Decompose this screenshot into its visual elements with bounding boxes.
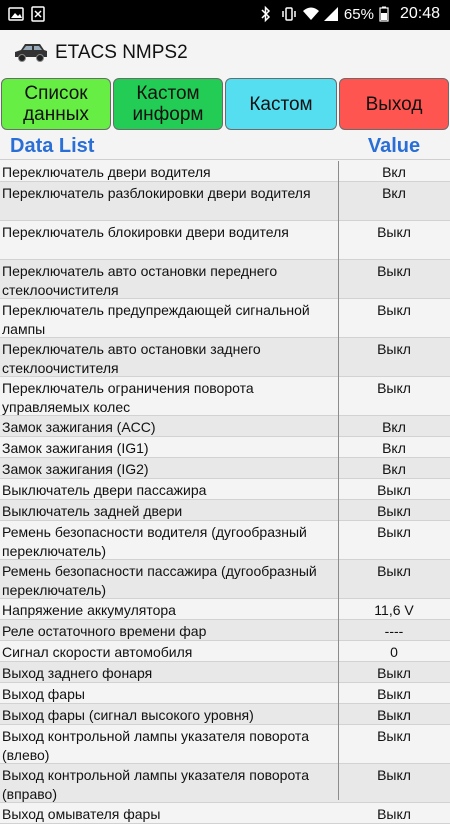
list-row[interactable]: [0, 377, 450, 416]
parameter-name: Замок зажигания (IG2): [2, 461, 149, 477]
parameter-name: Выход заднего фонаря: [2, 665, 153, 681]
parameter-value: Выкл: [377, 767, 411, 783]
data-list-button[interactable]: Список данных: [1, 78, 111, 130]
list-row[interactable]: [0, 299, 450, 338]
parameter-name: Переключатель авто остановки переднего стеклоочистителя: [2, 263, 278, 298]
list-row[interactable]: [0, 338, 450, 377]
parameter-name: Замок зажигания (ACC): [2, 419, 156, 435]
parameter-value: ----: [384, 623, 404, 639]
parameter-name: Напряжение аккумулятора: [2, 602, 176, 618]
image-notification-icon: [8, 6, 24, 22]
list-row[interactable]: [0, 662, 450, 683]
parameter-name: Выход фары (сигнал высокого уровня): [2, 707, 254, 723]
parameter-value: Выкл: [377, 524, 411, 540]
list-row[interactable]: [0, 704, 450, 725]
list-row[interactable]: [0, 182, 450, 221]
list-row[interactable]: [0, 521, 450, 560]
data-list-heading: Data List: [10, 135, 95, 157]
parameter-value: Выкл: [377, 482, 411, 498]
exit-button[interactable]: Выход: [339, 78, 449, 130]
value-heading: Value: [367, 135, 421, 157]
parameter-value: Выкл: [377, 806, 411, 822]
status-bar: [0, 0, 450, 30]
parameter-value: Вкл: [382, 164, 406, 180]
parameter-name: Ремень безопасности пассажира (дугообразный переключатель): [2, 563, 317, 598]
parameter-value: Вкл: [382, 461, 406, 477]
parameter-name: Переключатель разблокировки двери водителя: [2, 185, 311, 201]
list-row[interactable]: [0, 416, 450, 437]
list-row[interactable]: [0, 260, 450, 299]
app-title: ETACS NMPS2: [55, 42, 188, 63]
list-row[interactable]: [0, 725, 450, 764]
parameter-name: Выход контрольной лампы указателя поворота (влево): [2, 728, 309, 763]
list-row[interactable]: [0, 764, 450, 803]
parameter-name: Выход контрольной лампы указателя поворота (вправо): [2, 767, 309, 802]
parameter-name: Переключатель двери водителя: [2, 164, 211, 180]
vibrate-icon: [281, 6, 297, 22]
list-row[interactable]: [0, 599, 450, 620]
parameter-value: Выкл: [377, 224, 411, 240]
list-row[interactable]: [0, 560, 450, 599]
parameter-value: Выкл: [377, 665, 411, 681]
list-row[interactable]: [0, 437, 450, 458]
battery-icon: [379, 6, 395, 22]
parameter-value: Выкл: [377, 302, 411, 318]
parameter-value: Выкл: [377, 707, 411, 723]
parameter-value: Выкл: [377, 503, 411, 519]
list-row[interactable]: [0, 161, 450, 182]
list-row[interactable]: [0, 479, 450, 500]
list-row[interactable]: [0, 458, 450, 479]
parameter-name: Переключатель авто остановки заднего стеклоочистителя: [2, 341, 261, 376]
parameter-name: Выход фары: [2, 686, 85, 702]
car-icon: [13, 40, 49, 64]
parameter-name: Переключатель ограничения поворота управляемых колес: [2, 380, 254, 415]
parameter-name: Выключатель двери пассажира: [2, 482, 207, 498]
app-bar: [0, 30, 450, 76]
parameter-name: Сигнал скорости автомобиля: [2, 644, 193, 660]
list-header: [0, 134, 450, 160]
parameter-name: Переключатель блокировки двери водителя: [2, 224, 289, 240]
parameter-name: Реле остаточного времени фар: [2, 623, 207, 639]
clock: 20:48: [399, 5, 440, 22]
list-row[interactable]: [0, 683, 450, 704]
list-row[interactable]: [0, 221, 450, 260]
bluetooth-icon: [260, 6, 276, 22]
wifi-icon: [302, 6, 318, 22]
list-row[interactable]: [0, 803, 450, 824]
parameter-value: Выкл: [377, 263, 411, 279]
parameter-value: Вкл: [382, 440, 406, 456]
parameter-name: Выключатель задней двери: [2, 503, 183, 519]
parameter-value: 11,6 V: [374, 602, 414, 618]
parameter-value: Вкл: [382, 419, 406, 435]
cast-notification-icon: [30, 6, 46, 22]
parameter-name: Выход омывателя фары: [2, 806, 161, 822]
custom-button[interactable]: Кастом: [225, 78, 337, 130]
parameter-name: Замок зажигания (IG1): [2, 440, 149, 456]
signal-icon: [323, 6, 339, 22]
parameter-name: Ремень безопасности водителя (дугообразный переключатель): [2, 524, 307, 559]
list-row[interactable]: [0, 500, 450, 521]
list-row[interactable]: [0, 620, 450, 641]
custom-info-button[interactable]: Кастом информ: [113, 78, 223, 130]
parameter-value: Выкл: [377, 686, 411, 702]
parameter-value: Выкл: [377, 728, 411, 744]
list-row[interactable]: [0, 641, 450, 662]
parameter-name: Переключатель предупреждающей сигнальной лампы: [2, 302, 310, 337]
column-divider: [338, 161, 339, 800]
button-row: [0, 78, 450, 130]
parameter-value: Выкл: [377, 341, 411, 357]
parameter-value: Вкл: [382, 185, 406, 201]
parameter-value: Выкл: [377, 563, 411, 579]
data-list[interactable]: [0, 161, 450, 822]
parameter-value: Выкл: [377, 380, 411, 396]
battery-percent: 65%: [343, 5, 374, 23]
parameter-value: 0: [390, 644, 398, 660]
